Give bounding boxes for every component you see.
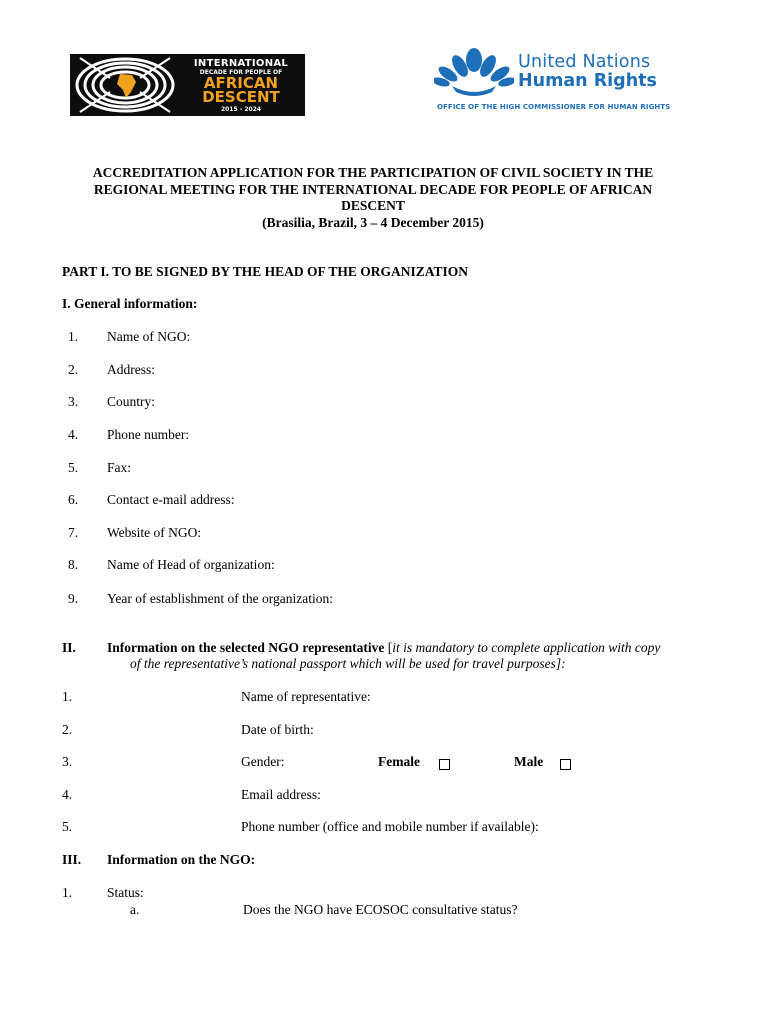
gender-male-label: Male	[514, 754, 544, 769]
item-num: 9.	[68, 591, 79, 606]
general-info-heading: I. General information:	[62, 296, 198, 311]
item-num: 1.	[68, 329, 79, 344]
decade-logo-line4: DESCENT	[202, 88, 280, 106]
item-num: 4.	[62, 787, 73, 802]
address-label: Address:	[107, 362, 155, 377]
gender-label: Gender:	[241, 754, 285, 769]
un-emblem-icon	[434, 40, 514, 98]
phone-number-label: Phone number:	[107, 427, 190, 442]
part1-heading: PART I. TO BE SIGNED BY THE HEAD OF THE ORGANIZATION	[62, 264, 468, 279]
item-num: 1.	[62, 885, 73, 900]
un-logo-subtitle: OFFICE OF THE HIGH COMMISSIONER FOR HUMAN RIGHTS	[437, 103, 671, 111]
un-logo-line2: Human Rights	[518, 71, 657, 91]
item-num: 7.	[68, 525, 79, 540]
email-address-label: Email address:	[241, 787, 321, 802]
contact-email-label: Contact e-mail address:	[107, 492, 235, 507]
item-num: 4.	[68, 427, 79, 442]
item-num: 8.	[68, 557, 79, 572]
section2-note-line2: of the representative’s national passport which will be used for travel purposes]:	[130, 656, 566, 671]
head-of-organization-label: Name of Head of organization:	[107, 557, 275, 572]
representative-phone-label: Phone number (office and mobile number if available):	[241, 819, 539, 834]
section3-heading: Information on the NGO:	[107, 852, 256, 867]
representative-name-label: Name of representative:	[241, 689, 371, 704]
date-of-birth-label: Date of birth:	[241, 722, 314, 737]
section2-heading: Information on the selected NGO representative	[107, 640, 385, 655]
decade-logo-line1: INTERNATIONAL	[193, 58, 289, 69]
item-num: 3.	[62, 754, 73, 769]
decade-logo-years: 2015 - 2024	[220, 106, 262, 113]
title-line-3: DESCENT	[341, 198, 405, 213]
fax-label: Fax:	[107, 460, 132, 475]
item-num: 6.	[68, 492, 79, 507]
item-num: 3.	[68, 394, 79, 409]
decade-logo-line3: AFRICAN	[203, 74, 279, 92]
year-established-label: Year of establishment of the organization:	[107, 591, 333, 606]
section2-note-line1: it is mandatory to complete application with copy	[392, 640, 661, 655]
decade-logo	[70, 54, 305, 116]
item-num: 1.	[62, 689, 73, 704]
section2-note-bracket: [	[387, 640, 393, 655]
country-label: Country:	[107, 394, 156, 409]
item-num: 5.	[62, 819, 73, 834]
item-num: 2.	[68, 362, 79, 377]
title-line-1: ACCREDITATION APPLICATION FOR THE PARTICIPATION OF CIVIL SOCIETY IN THE	[92, 165, 654, 180]
status-label: Status:	[107, 885, 144, 900]
female-checkbox[interactable]	[439, 757, 450, 773]
sub-item-letter: a.	[130, 902, 140, 917]
title-line-2: REGIONAL MEETING FOR THE INTERNATIONAL DECADE FOR PEOPLE OF AFRICAN	[93, 181, 653, 197]
ecosoc-status-question: Does the NGO have ECOSOC consultative status?	[243, 902, 518, 917]
section3-number: III.	[62, 852, 82, 867]
gender-female-label: Female	[378, 754, 420, 769]
name-of-ngo-label: Name of NGO:	[107, 329, 191, 344]
item-num: 2.	[62, 722, 73, 737]
male-checkbox[interactable]	[560, 757, 571, 773]
website-label: Website of NGO:	[107, 525, 202, 540]
swirl-graphic-icon	[70, 54, 180, 116]
document-title	[60, 165, 686, 231]
section2-number: II.	[62, 640, 76, 655]
un-human-rights-logo	[434, 40, 694, 116]
item-num: 5.	[68, 460, 79, 475]
un-logo-line1: United Nations	[518, 52, 651, 72]
checkbox-icon	[439, 759, 450, 770]
decade-logo-line2: DECADE FOR PEOPLE OF	[199, 69, 283, 76]
title-line-4: (Brasilia, Brazil, 3 – 4 December 2015)	[262, 214, 484, 230]
section2-heading-line	[107, 640, 660, 656]
checkbox-icon	[560, 759, 571, 770]
